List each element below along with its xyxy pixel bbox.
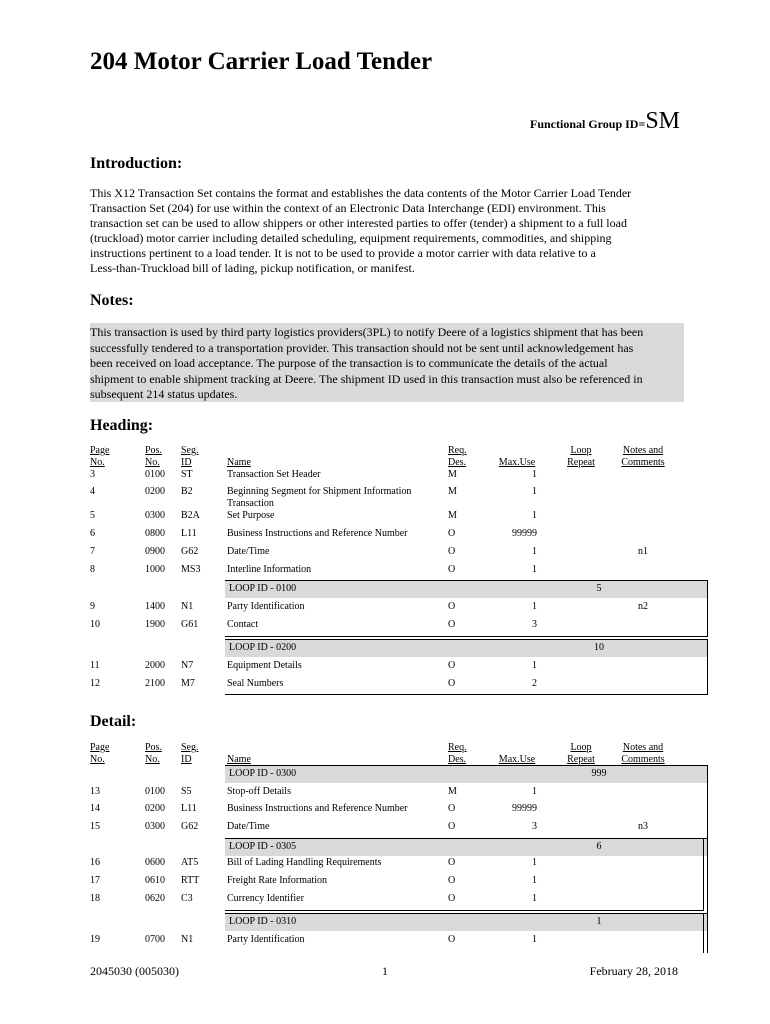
intro-line: instructions pertinent to a load tender. It is not to be used to provide a motor carrier with data relative to a	[90, 246, 596, 260]
column-header-page: No.	[90, 754, 105, 765]
column-header-name: Name	[227, 457, 251, 468]
row-page: 6	[90, 528, 95, 539]
notes-line: successfully tendered to a transportation provider. This transaction should not be sent until acknowledgement has	[90, 340, 634, 355]
row-max-use: 1	[532, 786, 537, 797]
row-name: Business Instructions and Reference Number	[227, 803, 408, 814]
column-header-page: No.	[90, 457, 105, 468]
column-header-name: Name	[227, 754, 251, 765]
row-req: O	[448, 934, 456, 945]
row-pos: 0620	[145, 893, 165, 904]
footer-page-number: 1	[382, 964, 388, 978]
row-pos: 1000	[145, 564, 165, 575]
intro-line: (truckload) motor carrier including detailed scheduling, equipment requirements, commodities, and shipping	[90, 231, 612, 245]
loop-bar	[225, 580, 707, 598]
row-page: 16	[90, 857, 100, 868]
row-max-use: 1	[532, 934, 537, 945]
row-req: M	[448, 486, 457, 497]
row-page: 18	[90, 893, 100, 904]
footer-date: February 28, 2018	[589, 964, 678, 978]
row-seg-id: B2A	[181, 510, 200, 521]
row-req: M	[448, 469, 457, 480]
notes-line: subsequent 214 status updates.	[90, 387, 238, 401]
row-page: 13	[90, 786, 100, 797]
row-seg-id: RTT	[181, 875, 200, 886]
loop-bracket	[707, 580, 708, 637]
row-page: 3	[90, 469, 95, 480]
row-page: 5	[90, 510, 95, 521]
row-req: O	[448, 528, 456, 539]
row-req: O	[448, 660, 456, 671]
loop-repeat: 5	[596, 583, 602, 594]
row-name: Seal Numbers	[227, 678, 284, 689]
row-page: 19	[90, 934, 100, 945]
row-req: O	[448, 678, 456, 689]
row-req: O	[448, 821, 456, 832]
row-name: Stop-off Details	[227, 786, 291, 797]
row-name: Party Identification	[227, 601, 305, 612]
row-pos: 0200	[145, 803, 165, 814]
loop-id: LOOP ID - 0305	[229, 841, 297, 852]
row-pos: 1900	[145, 619, 165, 630]
row-page: 14	[90, 803, 100, 814]
row-seg-id: ST	[181, 469, 193, 480]
row-name: Equipment Details	[227, 660, 302, 671]
functional-group-value: SM	[645, 108, 680, 134]
row-name: Transaction Set Header	[227, 469, 321, 480]
column-header-notes: Notes and	[622, 445, 664, 456]
document-title: 204 Motor Carrier Load Tender	[90, 48, 433, 75]
row-req: O	[448, 619, 456, 630]
column-header-notes: Notes and	[622, 742, 664, 753]
row-page: 9	[90, 601, 95, 612]
inner-loop-bracket	[703, 913, 704, 953]
row-pos: 0200	[145, 486, 165, 497]
row-req: O	[448, 857, 456, 868]
intro-line: This X12 Transaction Set contains the format and establishes the data contents of the Motor Carrier Load Tender	[90, 186, 632, 200]
loop-bar	[225, 913, 707, 931]
row-seg-id: N1	[181, 601, 194, 612]
row-max-use: 1	[532, 875, 537, 886]
loop-bracket	[225, 694, 708, 695]
loop-id: LOOP ID - 0310	[229, 916, 297, 927]
row-max-use: 3	[532, 619, 537, 630]
row-max-use: 99999	[512, 528, 537, 539]
row-pos: 0610	[145, 875, 165, 886]
row-seg-id: M7	[181, 678, 195, 689]
row-seg-id: N7	[181, 660, 194, 671]
row-page: 15	[90, 821, 100, 832]
notes-line: shipment to enable shipment tracking at Deere. The shipment ID used in this transaction must also be referenced in	[90, 371, 643, 386]
heading-section-title: Heading:	[90, 417, 154, 434]
column-header-loop: Repeat	[567, 457, 595, 468]
row-max-use: 1	[532, 893, 537, 904]
detail-section-title: Detail:	[90, 713, 137, 730]
column-header-loop: Loop	[570, 742, 592, 753]
introduction-text	[90, 186, 690, 276]
row-req: M	[448, 786, 457, 797]
row-pos: 0300	[145, 821, 165, 832]
loop-repeat: 999	[591, 768, 607, 779]
row-name: Bill of Lading Handling Requirements	[227, 857, 382, 868]
row-pos: 0300	[145, 510, 165, 521]
column-header-req: Des.	[448, 457, 467, 468]
row-note: n1	[638, 546, 648, 557]
row-note: n3	[638, 821, 648, 832]
loop-bar	[225, 838, 707, 856]
row-pos: 0800	[145, 528, 165, 539]
row-seg-id: C3	[181, 893, 193, 904]
row-max-use: 1	[532, 601, 537, 612]
row-name: Date/Time	[227, 821, 270, 832]
row-note: n2	[638, 601, 648, 612]
intro-line: Less-than-Truckload bill of lading, pickup notification, or manifest.	[90, 261, 415, 275]
row-max-use: 1	[532, 546, 537, 557]
outer-loop-bracket	[707, 765, 708, 953]
column-header-seg: ID	[181, 457, 192, 468]
row-seg-id: AT5	[181, 857, 199, 868]
column-header-seg: Seg.	[181, 445, 199, 456]
column-header-page: Page	[90, 445, 110, 456]
column-header-pos: No.	[145, 754, 160, 765]
row-max-use: 2	[532, 678, 537, 689]
notes-box	[90, 323, 684, 402]
row-name: Contact	[227, 619, 259, 630]
notes-heading: Notes:	[90, 292, 134, 309]
loop-repeat: 1	[596, 916, 602, 927]
column-header-pos: No.	[145, 457, 160, 468]
loop-repeat: 10	[594, 642, 604, 653]
intro-line: Transaction Set (204) for use within the context of an Electronic Data Interchange (EDI) environment. This	[90, 201, 606, 215]
loop-bar	[225, 639, 707, 657]
column-header-notes: Comments	[621, 457, 665, 468]
row-pos: 2100	[145, 678, 165, 689]
row-max-use: 3	[532, 821, 537, 832]
loop-bar	[225, 765, 707, 783]
introduction-heading: Introduction:	[90, 155, 183, 172]
row-pos: 1400	[145, 601, 165, 612]
row-name: Set Purpose	[227, 510, 275, 521]
row-req: O	[448, 875, 456, 886]
column-header-max-use: Max.Use	[498, 457, 536, 468]
row-name: Currency Identifier	[227, 893, 304, 904]
row-req: O	[448, 546, 456, 557]
row-name: Business Instructions and Reference Number	[227, 528, 408, 539]
row-page: 11	[90, 660, 100, 671]
functional-group-label: Functional Group ID=	[530, 117, 646, 131]
column-header-loop: Loop	[570, 445, 592, 456]
column-header-seg: Seg.	[181, 742, 199, 753]
row-seg-id: N1	[181, 934, 194, 945]
row-page: 7	[90, 546, 95, 557]
column-header-notes: Comments	[621, 754, 665, 765]
footer-document-id: 2045030 (005030)	[90, 964, 179, 978]
row-max-use: 1	[532, 660, 537, 671]
row-max-use: 1	[532, 486, 537, 497]
row-req: M	[448, 510, 457, 521]
row-pos: 0900	[145, 546, 165, 557]
row-seg-id: L11	[181, 528, 197, 539]
row-page: 12	[90, 678, 100, 689]
column-header-seg: ID	[181, 754, 192, 765]
row-pos: 0600	[145, 857, 165, 868]
row-seg-id: G61	[181, 619, 199, 630]
notes-line: been received on load acceptance. The purpose of the transaction is to communicate the details of the actual	[90, 356, 608, 370]
row-name: Interline Information	[227, 564, 312, 575]
row-req: O	[448, 803, 456, 814]
loop-repeat: 6	[596, 841, 602, 852]
functional-group	[530, 108, 680, 135]
loop-id: LOOP ID - 0300	[229, 768, 297, 779]
row-req: O	[448, 564, 456, 575]
column-header-pos: Pos.	[145, 742, 162, 753]
row-seg-id: G62	[181, 821, 199, 832]
intro-line: transaction set can be used to allow shippers or other interested parties to offer (tender) a shipment to a full load	[90, 216, 627, 230]
column-header-req: Req.	[448, 742, 467, 753]
row-max-use: 1	[532, 857, 537, 868]
row-pos: 0100	[145, 786, 165, 797]
row-name: Beginning Segment for Shipment Information	[227, 486, 412, 497]
row-seg-id: MS3	[181, 564, 201, 575]
row-req: O	[448, 601, 456, 612]
column-header-req: Req.	[448, 445, 467, 456]
row-page: 17	[90, 875, 100, 886]
column-header-loop: Repeat	[567, 754, 595, 765]
loop-id: LOOP ID - 0200	[229, 642, 297, 653]
row-seg-id: L11	[181, 803, 197, 814]
column-header-pos: Pos.	[145, 445, 162, 456]
row-seg-id: G62	[181, 546, 199, 557]
row-max-use: 99999	[512, 803, 537, 814]
row-page: 10	[90, 619, 100, 630]
row-name-continued: Transaction	[227, 498, 274, 509]
row-name: Date/Time	[227, 546, 270, 557]
row-pos: 0700	[145, 934, 165, 945]
row-seg-id: S5	[181, 786, 192, 797]
inner-loop-bracket	[703, 838, 704, 911]
inner-loop-bracket	[225, 910, 704, 911]
column-header-req: Des.	[448, 754, 467, 765]
row-req: O	[448, 893, 456, 904]
row-page: 4	[90, 486, 95, 497]
row-max-use: 1	[532, 510, 537, 521]
loop-bracket	[707, 639, 708, 695]
loop-id: LOOP ID - 0100	[229, 583, 297, 594]
column-header-max-use: Max.Use	[498, 754, 536, 765]
row-pos: 0100	[145, 469, 165, 480]
notes-line: This transaction is used by third party logistics providers(3PL) to notify Deere of a logistics shipment that has been	[90, 325, 644, 339]
row-name: Freight Rate Information	[227, 875, 327, 886]
loop-bracket	[225, 636, 708, 637]
row-seg-id: B2	[181, 486, 193, 497]
row-pos: 2000	[145, 660, 165, 671]
row-page: 8	[90, 564, 95, 575]
column-header-page: Page	[90, 742, 110, 753]
row-max-use: 1	[532, 469, 537, 480]
row-name: Party Identification	[227, 934, 305, 945]
row-max-use: 1	[532, 564, 537, 575]
